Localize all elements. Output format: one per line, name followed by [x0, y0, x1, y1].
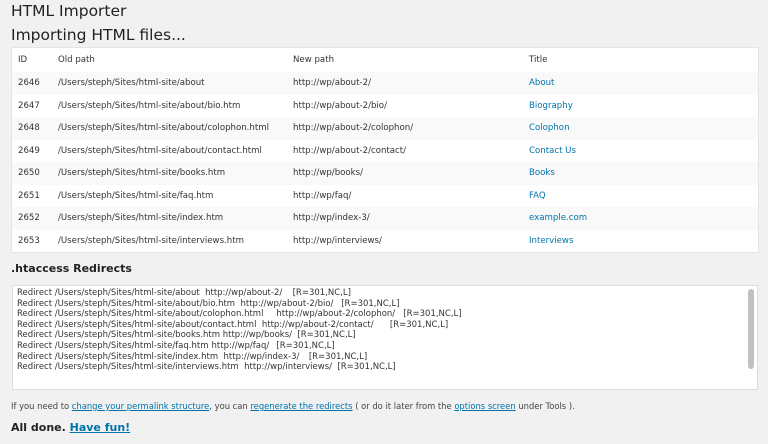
note-text: ( or do it later from the [352, 401, 455, 411]
cell-old-path: /Users/steph/Sites/html-site/books.htm [58, 168, 226, 179]
cell-title [529, 72, 758, 95]
col-title: Title [529, 55, 548, 65]
htaccess-heading: .htaccess Redirects [11, 262, 132, 275]
cell-old-path: /Users/steph/Sites/html-site/about [58, 78, 205, 89]
cell-old-path: /Users/steph/Sites/html-site/index.htm [58, 213, 224, 224]
page-title: HTML Importer [11, 2, 127, 20]
table-row [12, 207, 758, 230]
cell-old-path: /Users/steph/Sites/html-site/about/colophon.html [58, 123, 269, 134]
regenerate-link[interactable]: regenerate the redirects [250, 401, 353, 411]
cell-new-path: http://wp/about-2/contact/ [293, 145, 407, 156]
cell-title [529, 140, 758, 163]
help-note [11, 401, 575, 411]
table-row [12, 117, 758, 140]
cell-old-path: /Users/steph/Sites/html-site/about/contact.html [58, 145, 262, 156]
table-row [12, 230, 758, 253]
cell-id: 2647 [18, 100, 40, 111]
cell-old-path: /Users/steph/Sites/html-site/faq.htm [58, 190, 214, 201]
cell-id: 2653 [18, 235, 40, 246]
note-text: under Tools ). [515, 401, 575, 411]
table-row [12, 162, 758, 185]
note-text: , you can [209, 401, 251, 411]
cell-new-path: http://wp/about-2/ [293, 78, 371, 89]
cell-title [529, 207, 758, 230]
cell-id: 2652 [18, 213, 40, 224]
cell-id: 2650 [18, 168, 40, 179]
cell-new-path: http://wp/faq/ [293, 190, 352, 201]
col-old-path: Old path [58, 55, 95, 65]
table-row [12, 140, 758, 163]
title-link[interactable]: FAQ [529, 190, 546, 201]
htaccess-content: Redirect /Users/steph/Sites/html-site/about http://wp/about-2/ [R=301,NC,L] Redirect /Users/steph/Sites/html-site/about/bio.htm http://wp/about-2/bio/ [R=301,NC,L] Redirect /Users/steph/Sites/html-site/about/colophon.html http://wp/about-2/colophon/ [R=301,NC,L] Redirect /Users/steph/Sites/html-site/about/contact.html http://wp/about-2/contact/ [R=301,NC,L] Redirect /Users/steph/Sites/html-site/books.htm http://wp/books/ [R=301,NC,L] Redirect /Users/steph/Sites/html-site/faq.htm http://wp/faq/ [R=301,NC,L] Redirect /Users/steph/Sites/html-site/index.htm http://wp/index-3/ [R=301,NC,L] Redirect /Users/steph/Sites/html-site/interviews.htm http://wp/interviews/ [R=301,NC,L] [17, 288, 462, 373]
cell-old-path: /Users/steph/Sites/html-site/interviews.htm [58, 235, 244, 246]
cell-title [529, 95, 758, 118]
cell-id: 2646 [18, 78, 40, 89]
cell-new-path: http://wp/about-2/colophon/ [293, 123, 414, 134]
table-row [12, 95, 758, 118]
cell-title [529, 162, 758, 185]
cell-new-path: http://wp/interviews/ [293, 235, 382, 246]
have-fun-link[interactable]: Have fun! [69, 421, 131, 434]
col-id: ID [18, 55, 28, 65]
table-row [12, 185, 758, 208]
title-link[interactable]: Books [529, 168, 555, 179]
cell-new-path: http://wp/about-2/bio/ [293, 100, 387, 111]
cell-title [529, 185, 758, 208]
section-title: Importing HTML files... [11, 26, 186, 44]
cell-id: 2649 [18, 145, 40, 156]
cell-title [529, 230, 758, 253]
options-link[interactable]: options screen [454, 401, 516, 411]
cell-title [529, 117, 758, 140]
cell-new-path: http://wp/index-3/ [293, 213, 370, 224]
cell-id: 2648 [18, 123, 40, 134]
cell-new-path: http://wp/books/ [293, 168, 364, 179]
cell-old-path: /Users/steph/Sites/html-site/about/bio.htm [58, 100, 241, 111]
title-link[interactable]: Biography [529, 100, 573, 111]
import-table [12, 48, 758, 252]
done-text: All done. [11, 421, 70, 434]
col-new-path: New path [293, 55, 335, 65]
table-row [12, 72, 758, 95]
table-header [12, 48, 758, 72]
htaccess-textarea[interactable] [12, 285, 758, 390]
title-link[interactable]: Colophon [529, 123, 570, 134]
cell-id: 2651 [18, 190, 40, 201]
scrollbar[interactable] [748, 289, 754, 369]
note-text: If you need to [11, 401, 72, 411]
title-link[interactable]: Contact Us [529, 145, 576, 156]
title-link[interactable]: About [529, 78, 555, 89]
done-message [11, 421, 130, 434]
title-link[interactable]: Interviews [529, 235, 574, 246]
permalink-link[interactable]: change your permalink structure [71, 401, 210, 411]
title-link[interactable]: example.com [529, 213, 588, 224]
